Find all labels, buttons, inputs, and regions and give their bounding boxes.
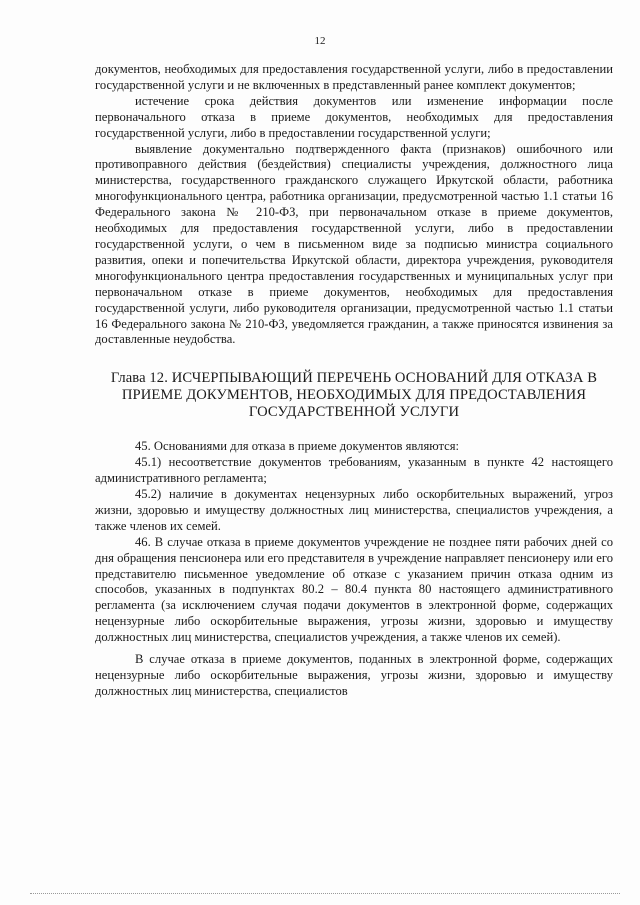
chapter-heading: Глава 12. ИСЧЕРПЫВАЮЩИЙ ПЕРЕЧЕНЬ ОСНОВАНИЙ ДЛЯ ОТКАЗА В ПРИЕМЕ ДОКУМЕНТОВ, НЕОБХОДИМЫХ ДЛЯ ПРЕДОСТАВЛЕНИЯ ГОСУДАРСТВЕННОЙ УСЛУГИ [110,370,598,421]
paragraph-46: 46. В случае отказа в приеме документов учреждение не позднее пяти рабочих дней со дня обращения пенсионера или его представителя в учреждение направляет пенсионеру или его представителю письменное уведомление об отказе с указанием причин отказа одним из способов, указанных в подпунктах 80.2 – 80.4 пункта 80 настоящего административного регламента (за исключением случая подачи документов в электронной форме, содержащих нецензурные либо оскорбительные выражения, угрозы жизни, здоровью и имуществу должностных лиц министерства, специалистов учреждения, а также членов их семей). [95,534,613,645]
paragraph-error-detection: выявление документально подтвержденного факта (признаков) ошибочного или противоправного действия (бездействия) специалисты учреждения, должностного лица министерства, государственного гражданского служащего Иркутской области, работника многофункционального центра, работника организации, предусмотренной частью 1.1 статьи 16 Федерального закона № 210-ФЗ, при первоначальном отказе в приеме документов, необходимых для предоставления государственной услуги, либо в предоставлении государственной услуги, о чем в письменном виде за подписью министра социального развития, опеки и попечительства Иркутской области, директора учреждения, руководителя многофункционального центра предоставления государственных и муниципальных услуг при первоначальном отказе в приеме документов, необходимых для предоставления государственной услуги, либо руководителя организации, предусмотренной частью 1.1 статьи 16 Федерального закона № 210-ФЗ, уведомляется гражданин, а также приносятся извинения за доставленные неудобства. [95,141,613,347]
paragraph-46-electronic: В случае отказа в приеме документов, поданных в электронной форме, содержащих нецензурные либо оскорбительные выражения, угрозы жизни, здоровью и имуществу должностных лиц министерства, специалистов [95,652,613,698]
paragraph-expiry: истечение срока действия документов или изменение информации после первоначального отказа в приеме документов, необходимых для предоставления государственной услуги, либо в предоставлении государственной услуги; [95,93,613,140]
scan-edge-rule [30,893,620,894]
paragraph-45-1: 45.1) несоответствие документов требованиям, указанным в пункте 42 настоящего административного регламента; [95,455,613,486]
page-number: 12 [314,35,326,47]
document-body [95,62,613,700]
paragraph-45-2: 45.2) наличие в документах нецензурных либо оскорбительных выражений, угроз жизни, здоровью и имуществу должностных лиц министерства, специалистов учреждения, а также членов их семей. [95,487,613,533]
paragraph-docs-continuation: документов, необходимых для предоставления государственной услуги, либо в предоставлении государственной услуги и не включенных в представленный ранее комплект документов; [95,62,613,92]
paragraph-45: 45. Основаниями для отказа в приеме документов являются: [135,439,460,454]
